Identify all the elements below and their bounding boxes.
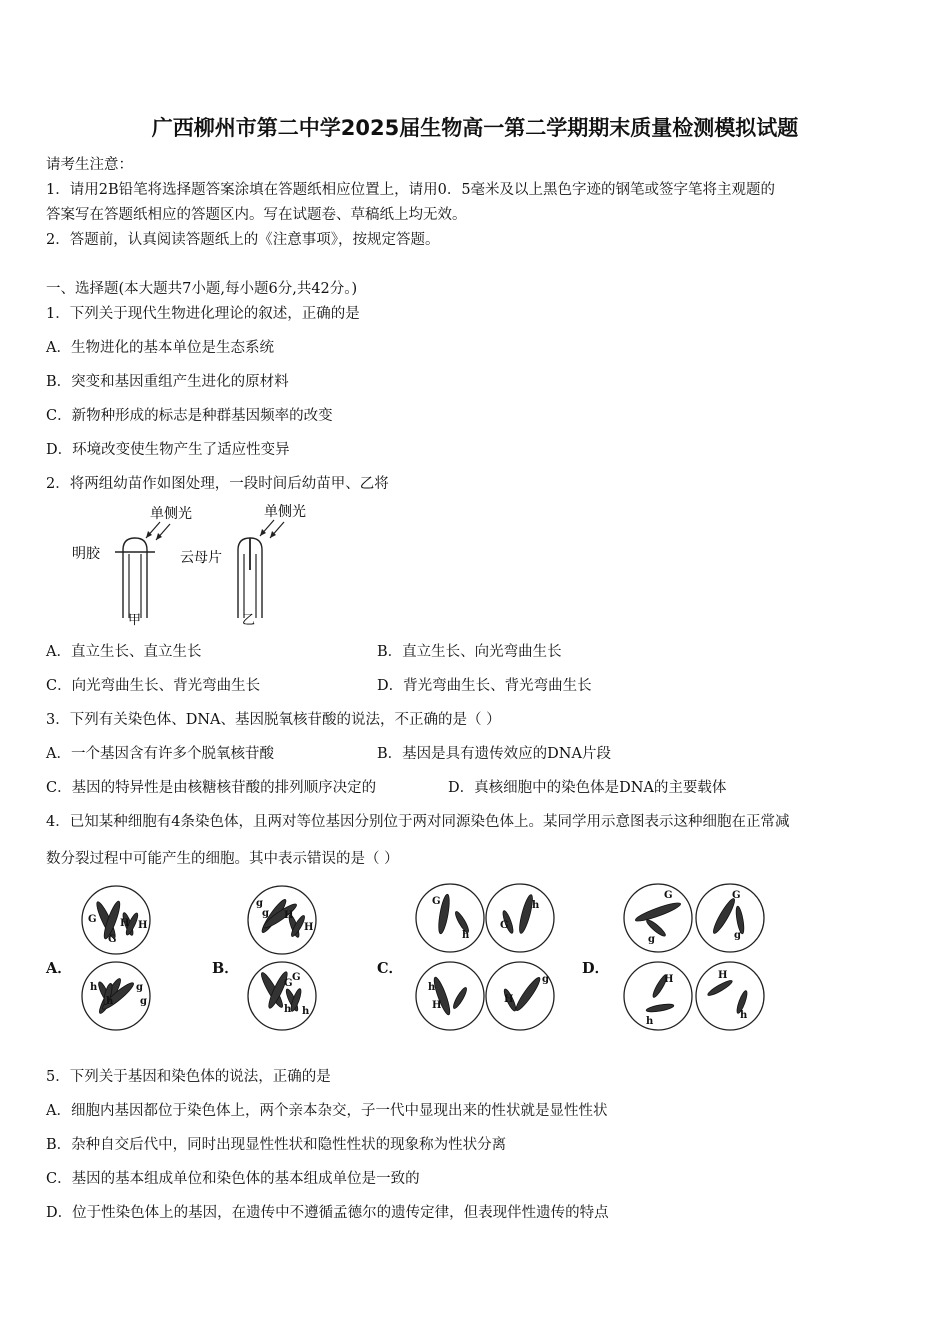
notice-item-1-line-1: 1．请用2B铅笔将选择题答案涂填在答题纸相应位置上，请用0．5毫米及以上黑色字迹的钢笔或签字笔将主观题的	[46, 182, 776, 198]
gene-label: H	[504, 994, 514, 1005]
seedling-jia-inner	[129, 554, 141, 618]
gene-label: H	[120, 918, 130, 929]
q4-stem-line-1: 4．已知某种细胞有4条染色体，且两对等位基因分别位于两对同源染色体上。某同学用示意图表示这种细胞在正常减	[46, 814, 790, 830]
gene-label: H	[718, 970, 728, 981]
cell-c2	[486, 884, 554, 952]
cell-d2	[696, 884, 764, 952]
gene-label: h	[462, 930, 470, 941]
gene-label: H	[138, 920, 148, 931]
gelatin-label: 明胶	[72, 546, 100, 562]
gene-label: H	[664, 974, 674, 985]
cell-c1	[416, 884, 484, 952]
q1-option-a: A．生物进化的基本单位是生态系统	[46, 340, 274, 356]
q4-stem-line-2: 数分裂过程中可能产生的细胞。其中表示错误的是（ ）	[46, 851, 399, 867]
light-label-left: 单侧光	[150, 506, 192, 522]
q5-option-d: D．位于性染色体上的基因，在遗传中不遵循孟德尔的遗传定律，但表现伴性遗传的特点	[46, 1205, 609, 1221]
q2-stem: 2．将两组幼苗作如图处理，一段时间后幼苗甲、乙将	[46, 476, 389, 492]
gene-label: H	[304, 922, 314, 933]
gene-label: G	[292, 972, 301, 983]
gene-label: G	[88, 914, 97, 925]
notice-heading: 请考生注意：	[46, 157, 133, 173]
q5-option-c: C．基因的基本组成单位和染色体的基本组成单位是一致的	[46, 1171, 420, 1187]
chromosome	[634, 900, 682, 924]
gene-label: G	[664, 890, 673, 901]
q5-stem: 5．下列关于基因和染色体的说法，正确的是	[46, 1069, 331, 1085]
gene-label: G	[732, 890, 741, 901]
q2-option-d: D．背光弯曲生长、背光弯曲生长	[377, 678, 592, 694]
gene-label: g	[734, 930, 741, 941]
q1-option-d: D．环境改变使生物产生了适应性变异	[46, 442, 290, 458]
gene-label: g	[262, 908, 269, 919]
seedling-jia-label: 甲	[128, 613, 142, 628]
gene-label: g	[542, 974, 549, 985]
q2-option-a: A．直立生长、直立生长	[46, 644, 202, 660]
q5-option-b: B．杂种自交后代中，同时出现显性性状和隐性性状的现象称为性状分离	[46, 1137, 507, 1153]
gene-label: G	[432, 896, 441, 907]
q4-option-a-label: A．	[46, 960, 72, 977]
gene-label: h	[532, 900, 540, 911]
q1-option-b: B．突变和基因重组产生进化的原材料	[46, 374, 289, 390]
q3-option-c: C．基因的特异性是由核糖核苷酸的排列顺序决定的	[46, 780, 377, 796]
gene-label: H	[432, 1000, 442, 1011]
seedling-jia-outer	[123, 538, 147, 618]
chromosome	[646, 1003, 675, 1014]
page-title: 广西柳州市第二中学2025届生物高一第二学期期末质量检测模拟试题	[151, 116, 799, 140]
gene-label: h	[646, 1016, 654, 1027]
notice-item-1-line-2: 答案写在答题纸相应的答题区内。写在试题卷、草稿纸上均无效。	[46, 207, 467, 223]
light-label-right: 单侧光	[264, 504, 306, 520]
section-heading: 一、选择题(本大题共7小题,每小题6分,共42分。)	[46, 281, 358, 297]
q1-option-c: C．新物种形成的标志是种群基因频率的改变	[46, 408, 333, 424]
chromosome	[513, 975, 542, 1012]
q4-option-b-label: B．	[212, 960, 239, 977]
gene-label: g	[256, 898, 263, 909]
cell-c4	[486, 962, 554, 1030]
gene-label: g	[136, 982, 143, 993]
q5-option-a: A．细胞内基因都位于染色体上，两个亲本杂交，子一代中显现出来的性状就是显性性状	[46, 1103, 608, 1119]
seedling-figure	[68, 498, 318, 628]
meiosis-cells-figure	[70, 878, 780, 1038]
q3-option-d: D．真核细胞中的染色体是DNA的主要载体	[448, 780, 727, 796]
gene-label: h	[302, 1006, 310, 1017]
cell-d1	[624, 884, 692, 952]
q4-option-c-label: C．	[377, 960, 404, 977]
gene-label: g	[648, 934, 655, 945]
cell-d3	[624, 962, 692, 1030]
cell-d4	[696, 962, 764, 1030]
gene-label: G	[108, 934, 117, 945]
q4-option-d-label: D．	[582, 960, 610, 977]
gene-label: h	[740, 1010, 748, 1021]
seedling-yi-label: 乙	[242, 613, 256, 628]
chromosome	[451, 986, 468, 1010]
gene-label: h	[428, 982, 436, 993]
gene-label: H	[284, 910, 294, 921]
q2-option-c: C．向光弯曲生长、背光弯曲生长	[46, 678, 261, 694]
q3-stem: 3．下列有关染色体、DNA、基因脱氧核苷酸的说法，不正确的是（ ）	[46, 712, 501, 728]
gene-label: h	[90, 982, 98, 993]
q2-option-b: B．直立生长、向光弯曲生长	[377, 644, 562, 660]
cell-c3	[416, 962, 484, 1030]
gene-label: h	[284, 1004, 292, 1015]
cell-b2	[248, 962, 316, 1030]
mica-label: 云母片	[180, 550, 222, 566]
q3-option-a: A．一个基因含有许多个脱氧核苷酸	[46, 746, 274, 762]
notice-item-2: 2．答题前，认真阅读答题纸上的《注意事项》，按规定答题。	[46, 232, 440, 248]
cell-b1	[248, 886, 316, 954]
q1-stem: 1．下列关于现代生物进化理论的叙述，正确的是	[46, 306, 360, 322]
chromosome	[706, 978, 733, 997]
gene-label: g	[140, 996, 147, 1007]
q3-option-b: B．基因是具有遗传效应的DNA片段	[377, 746, 611, 762]
gene-label: G	[284, 978, 293, 989]
gene-label: G	[500, 920, 509, 931]
gene-label: h	[106, 996, 114, 1007]
